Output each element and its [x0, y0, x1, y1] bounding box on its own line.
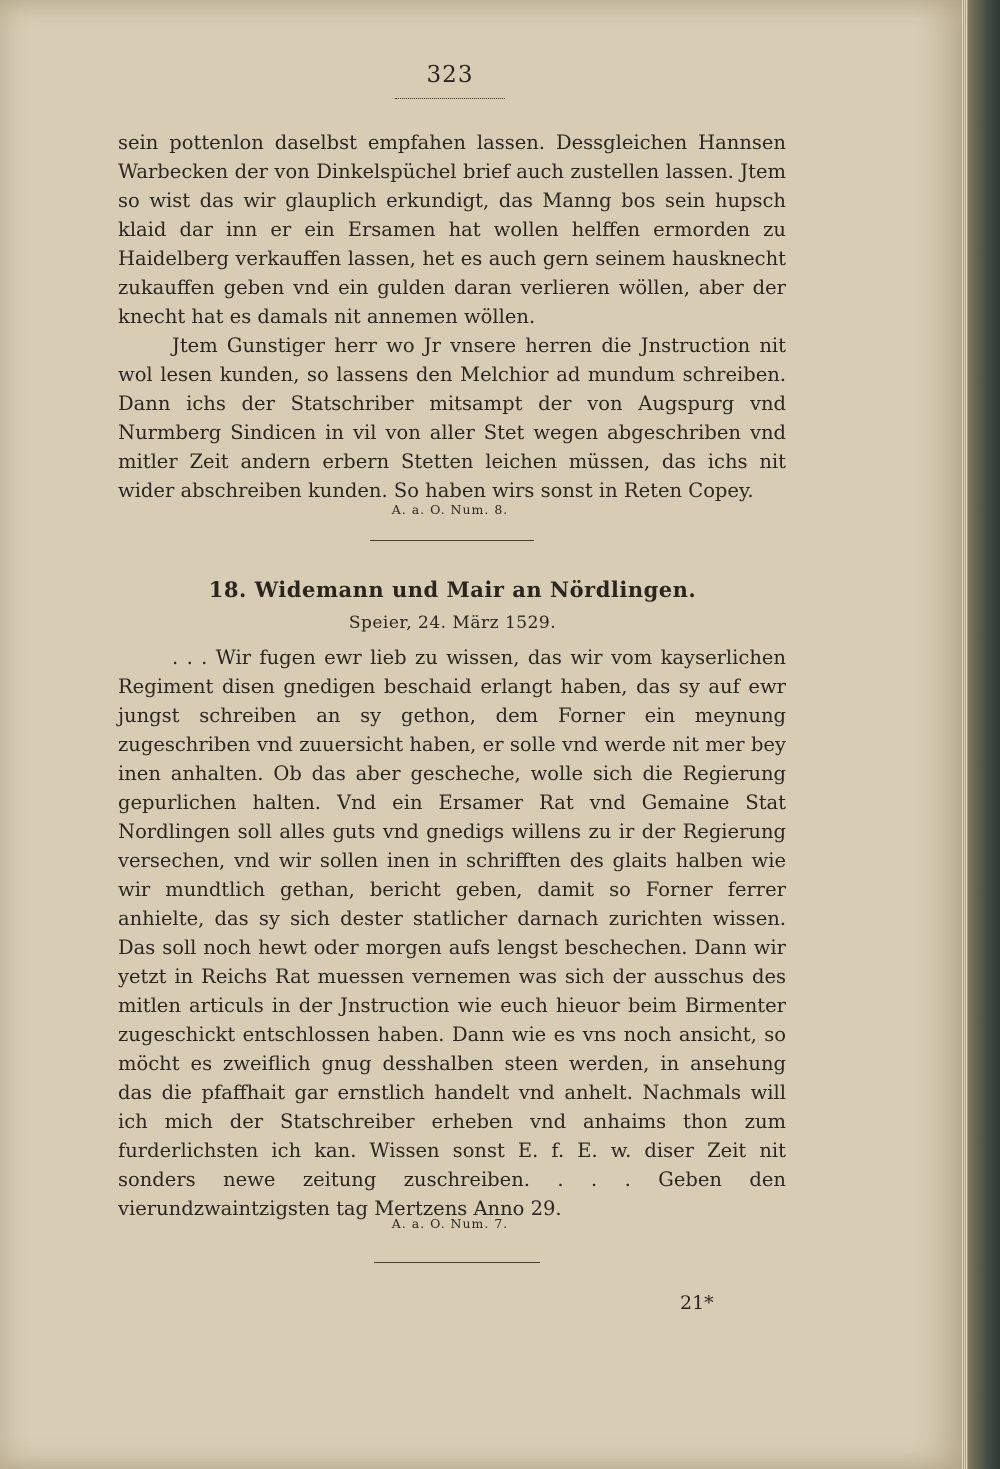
signature-mark: 21* [680, 1292, 714, 1314]
continuation-text [118, 128, 786, 505]
book-spine [962, 0, 1000, 1469]
document-heading: 18. Widemann und Mair an Nördlingen. [208, 577, 697, 602]
page-number-ornament [395, 98, 505, 103]
page-number: 323 [426, 62, 474, 88]
source-note-1: A. a. O. Num. 8. [391, 502, 509, 517]
page-edges [962, 0, 968, 1469]
document-text [118, 643, 786, 1223]
section-divider [370, 540, 534, 541]
document-paragraph-1: . . . Wir fugen ewr lieb zu wissen, das wir vom kayserlichen Regiment disen gnedigen beschaid erlangt haben, das sy auf ewr jungst schreiben an sy gethon, dem Forner ein meynung zugeschriben vnd zuuersicht haben, er solle vnd werde nit mer bey inen anhalten. Ob das aber gescheche, wolle sich die Regierung gepurlichen halten. Vnd ein Ersamer Rat vnd Gemaine Stat Nordlingen soll alles guts vnd gnedigs willens zu ir der Regierung versechen, vnd wir sollen inen in schrifften des glaits halben wie wir mundtlich gethan, bericht geben, damit so Forner ferrer anhielte, das sy sich dester statlicher darnach zurichten wissen. Das soll noch hewt oder morgen aufs lengst beschechen. Dann wir yetzt in Reichs Rat muessen vernemen was sich der ausschus des mitlen articuls in der Jnstruction wie euch hieuor beim Birmenter zugeschickt entschlossen haben. Dann wie es vns noch ansicht, so möcht es zweiflich gnug desshalben steen werden, in ansehung das die pfaffhait gar ernstlich handelt vnd anhelt. Nachmals will ich mich der Statschreiber erheben vnd anhaims thon zum furderlichsten ich kan. Wissen sonst E. f. E. w. diser Zeit nit sonders newe zeitung zuschreiben. . . . Geben den vierundzwaintzigsten tag Mertzens Anno 29. [118, 646, 786, 1220]
source-note-2: A. a. O. Num. 7. [391, 1216, 509, 1231]
end-divider [374, 1262, 540, 1263]
document-dateline: Speier, 24. März 1529. [348, 613, 557, 633]
continuation-paragraph-2: Jtem Gunstiger herr wo Jr vnsere herren die Jnstruction nit wol lesen kunden, so lassens den Melchior ad mundum schreiben. Dann ichs der Statschriber mitsampt der von Augspurg vnd Nurmberg Sindicen in vil von aller Stet wegen abgeschriben vnd mitler Zeit andern erbern Stetten leichen müssen, das ichs nit wider abschreiben kunden. So haben wirs sonst in Reten Copey. [118, 334, 786, 502]
continuation-paragraph-1: sein pottenlon daselbst empfahen lassen. Dessgleichen Hannsen Warbecken der von Dinkelspüchel brief auch zustellen lassen. Jtem so wist das wir glauplich erkundigt, das Manng bos sein hupsch klaid dar inn er ein Ersamen hat wollen helffen ermorden zu Haidelberg verkauffen lassen, het es auch gern seinem hausknecht zukauffen geben vnd ein gulden daran verlieren wöllen, aber der knecht hat es damals nit annemen wöllen. [118, 131, 786, 328]
